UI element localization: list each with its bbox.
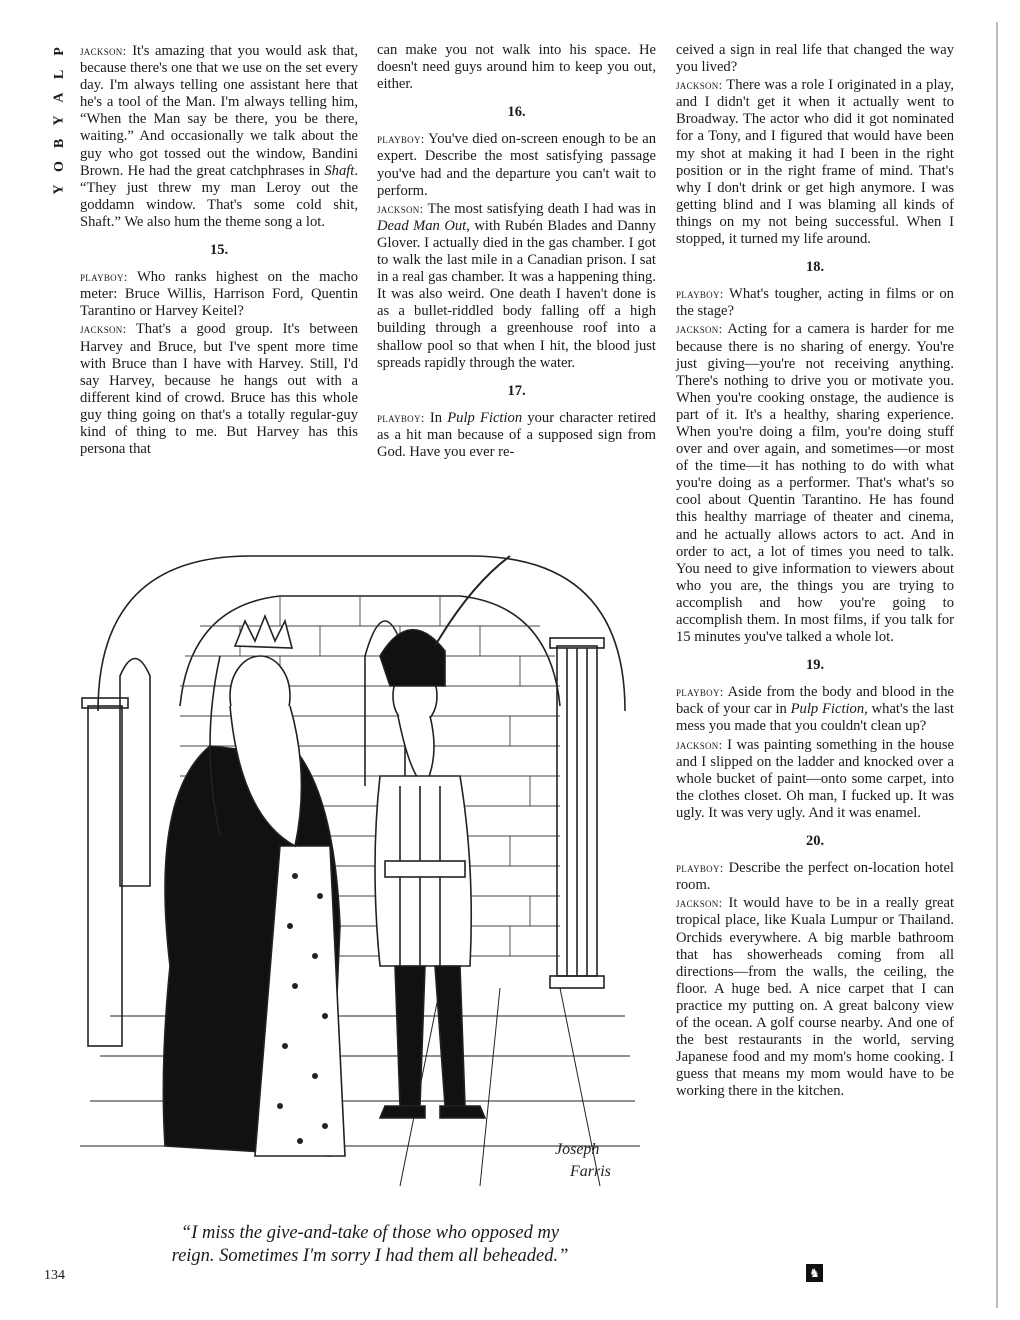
- feather-icon: [435, 556, 510, 646]
- masthead-letter: P: [52, 46, 67, 56]
- speaker-label: jackson:: [80, 43, 127, 58]
- speaker-label: jackson:: [80, 321, 127, 337]
- question-text: What's tougher, acting in films or on the stage?: [676, 286, 954, 320]
- answer-text: . “They just threw my man Leroy out the goddamn window. That's some cold shit, Shaft.” We also hum the theme song a lot.: [80, 162, 358, 230]
- question-number: 16.: [507, 104, 526, 121]
- cartoon-illustration: [80, 546, 640, 1206]
- answer-paragraph: [80, 42, 358, 231]
- question-paragraph: [80, 268, 358, 320]
- crown-icon: [235, 616, 292, 648]
- masthead-letter: A: [52, 91, 67, 103]
- question-text: In: [429, 409, 448, 426]
- question-number: 18.: [805, 259, 825, 276]
- answer-paragraph: [377, 200, 656, 372]
- speaker-label: playboy:: [377, 131, 425, 147]
- question-text: your character retired as a hit man because of a supposed sign from God. Have you ever re-: [377, 409, 656, 460]
- masthead-letter: B: [52, 137, 67, 149]
- masthead: [50, 44, 70, 196]
- column-left: [88, 706, 122, 1046]
- question-text: You've died on-screen enough to be an expert. Describe the most satisfying passage you've had and the departure you can't wait to perform.: [377, 131, 656, 199]
- speaker-label: playboy:: [676, 684, 724, 700]
- question-text: Describe the perfect on-location hotel room.: [676, 860, 954, 894]
- question-number: 20.: [805, 833, 825, 850]
- page-hat: [380, 630, 445, 686]
- masthead-letter: Y: [52, 114, 67, 126]
- page-number: 134: [44, 1268, 65, 1283]
- answer-text: , with Rubén Blades and Danny Glover. I actually died in the gas chamber. I got to walk the last mile in a Canadian prison. I sat in a real gas chamber. It was a happening thing. It was also weird. One death I haven't done is as a bullet-riddled body falling off a high building through a greenhouse roof into a shallow pool so that when I hit, the blood just spreads rapidly through the water.: [377, 217, 656, 371]
- speaker-label: playboy:: [377, 409, 425, 425]
- answer-text: It would have to be in a really great tropical place, like Kuala Lumpur or Thailand. Orchids everywhere. A big marble bathroom that has showerheads coming from all directions—from the walls, the ceiling, the floor. A huge bed. A nice carpet that I can practice my putting on. A great balcony view of the ocean. A golf course nearby. And one of the best restaurants in the world, serving Japanese food and my mom's home cooking. I guess that means my mom would have to be working there in the kitchen.: [676, 895, 954, 1100]
- cartoon-caption: “I miss the give-and-take of those who opposed my reign. Sometimes I'm sorry I had them all beheaded.”: [171, 1223, 569, 1266]
- question-text: Aside from the body and blood in the back of your car in: [676, 684, 954, 718]
- answer-paragraph: [676, 76, 954, 248]
- answer-paragraph: [80, 320, 358, 458]
- question-paragraph: [676, 683, 954, 735]
- speaker-label: playboy:: [676, 286, 724, 302]
- title-italic: Shaft: [324, 162, 355, 179]
- answer-text: I was painting something in the house and I slipped on the ladder and knocked over a whole bucket of paint—onto some carpet, into the clothes closet. Oh man, I fucked up. It was ugly. It was very ugly. And it was enamel.: [676, 736, 954, 821]
- answer-text: The most satisfying death I had was in: [427, 200, 656, 217]
- answer-text: It's amazing that you would ask that, because there's one that we use on the set every day. I'm always telling one assistant here that he's a tool of the Man. I'm always telling him, “When the Man say be there, you be there, waiting.” And occasionally we talk about the guy who got tossed out the window, Bandini Brown. He had the great catchphrases in: [80, 43, 358, 179]
- continued-paragraph: ceived a sign in real life that changed the way you lived?: [676, 42, 954, 76]
- speaker-label: jackson:: [676, 77, 723, 93]
- question-paragraph: [676, 285, 954, 320]
- speaker-label: playboy:: [676, 860, 724, 876]
- speaker-label: jackson:: [377, 200, 424, 216]
- speaker-label: jackson:: [676, 321, 723, 337]
- masthead-letter: Y: [52, 183, 67, 195]
- page-leg-left: [395, 966, 425, 1106]
- speaker-label: jackson:: [676, 736, 723, 752]
- question-paragraph: [377, 130, 656, 199]
- gothic-window-left: [120, 659, 150, 887]
- text-column-2: [377, 42, 656, 461]
- text-column-1: [80, 42, 358, 458]
- continued-paragraph: can make you not walk into his space. He doesn't need guys around him to keep you out, either.: [377, 42, 656, 93]
- text-column-3: [676, 42, 954, 1100]
- arch-outline: [98, 556, 625, 711]
- masthead-letter: L: [52, 68, 67, 80]
- question-text: Who ranks highest on the macho meter: Bruce Willis, Harrison Ford, Quentin Tarantino or Harvey Keitel?: [80, 269, 359, 320]
- artist-signature-line1: Joseph: [555, 1141, 600, 1158]
- masthead-letter: O: [51, 160, 67, 172]
- answer-paragraph: [676, 894, 954, 1100]
- question-number: 19.: [805, 657, 825, 674]
- question-paragraph: [377, 409, 656, 461]
- question-paragraph: [676, 859, 954, 894]
- answer-paragraph: [676, 736, 954, 822]
- title-italic: Pulp Fiction: [447, 409, 523, 426]
- answer-text: Acting for a camera is harder for me because there is no sharing of energy. You're just giving—you're not receiving anything. There's nothing to drive you or motivate you. When you're cooking onstage, the audience is part of it. It's a healthy, sharing experience. When you're doing a film, you're doing stuff over and over again, and sometimes—or most of the time—it has nothing to do with what you're doing as a performer. That's what's so cool about Quentin Tarantino. He has found this healthy marriage of theater and cinema, and he actually allows actors to act. And in order to act, a lot of times you need to talk. You need to give information to viewers about who you are, the things you are trying to accomplish and how you're going to accomplish them. In most films, if you talk for 15 minutes you've talked a whole lot.: [676, 321, 955, 646]
- question-number: 17.: [507, 382, 526, 399]
- title-italic: Pulp Fiction: [790, 701, 865, 718]
- rabbit-head-icon: ♞: [806, 1264, 823, 1282]
- speaker-label: playboy:: [80, 269, 128, 285]
- title-italic: Dead Man Out: [377, 217, 467, 234]
- page-leg-right: [435, 966, 465, 1106]
- question-number: 15.: [209, 242, 229, 259]
- answer-text: There was a role I originated in a play, and I didn't get it when it actually went to Broadway. The actor who did it got nominated for a Tony, and I figured that would have been my shot at making it had I been in the right position or in the right frame of mind. That's why I don't drink or get high anymore. I was getting blind and I was blaming all kinds of things on my not being successful. When I stopped, it turned my life around.: [676, 77, 954, 248]
- question-text: , what's the last mess you made that you couldn't clean up?: [676, 701, 954, 735]
- artist-signature-line2: Farris: [570, 1163, 611, 1180]
- answer-paragraph: [676, 320, 954, 646]
- speaker-label: jackson:: [676, 895, 723, 911]
- answer-text: That's a good group. It's between Harvey and Bruce, but I've spent more time with Bruce than I have with Harvey. Still, I'd say Harvey, because he hangs out with a different kind of crowd. Bruce has this whole guy thing going on that's a totally regular-guy kind of thing to me. But Harvey has this persona that: [80, 321, 359, 458]
